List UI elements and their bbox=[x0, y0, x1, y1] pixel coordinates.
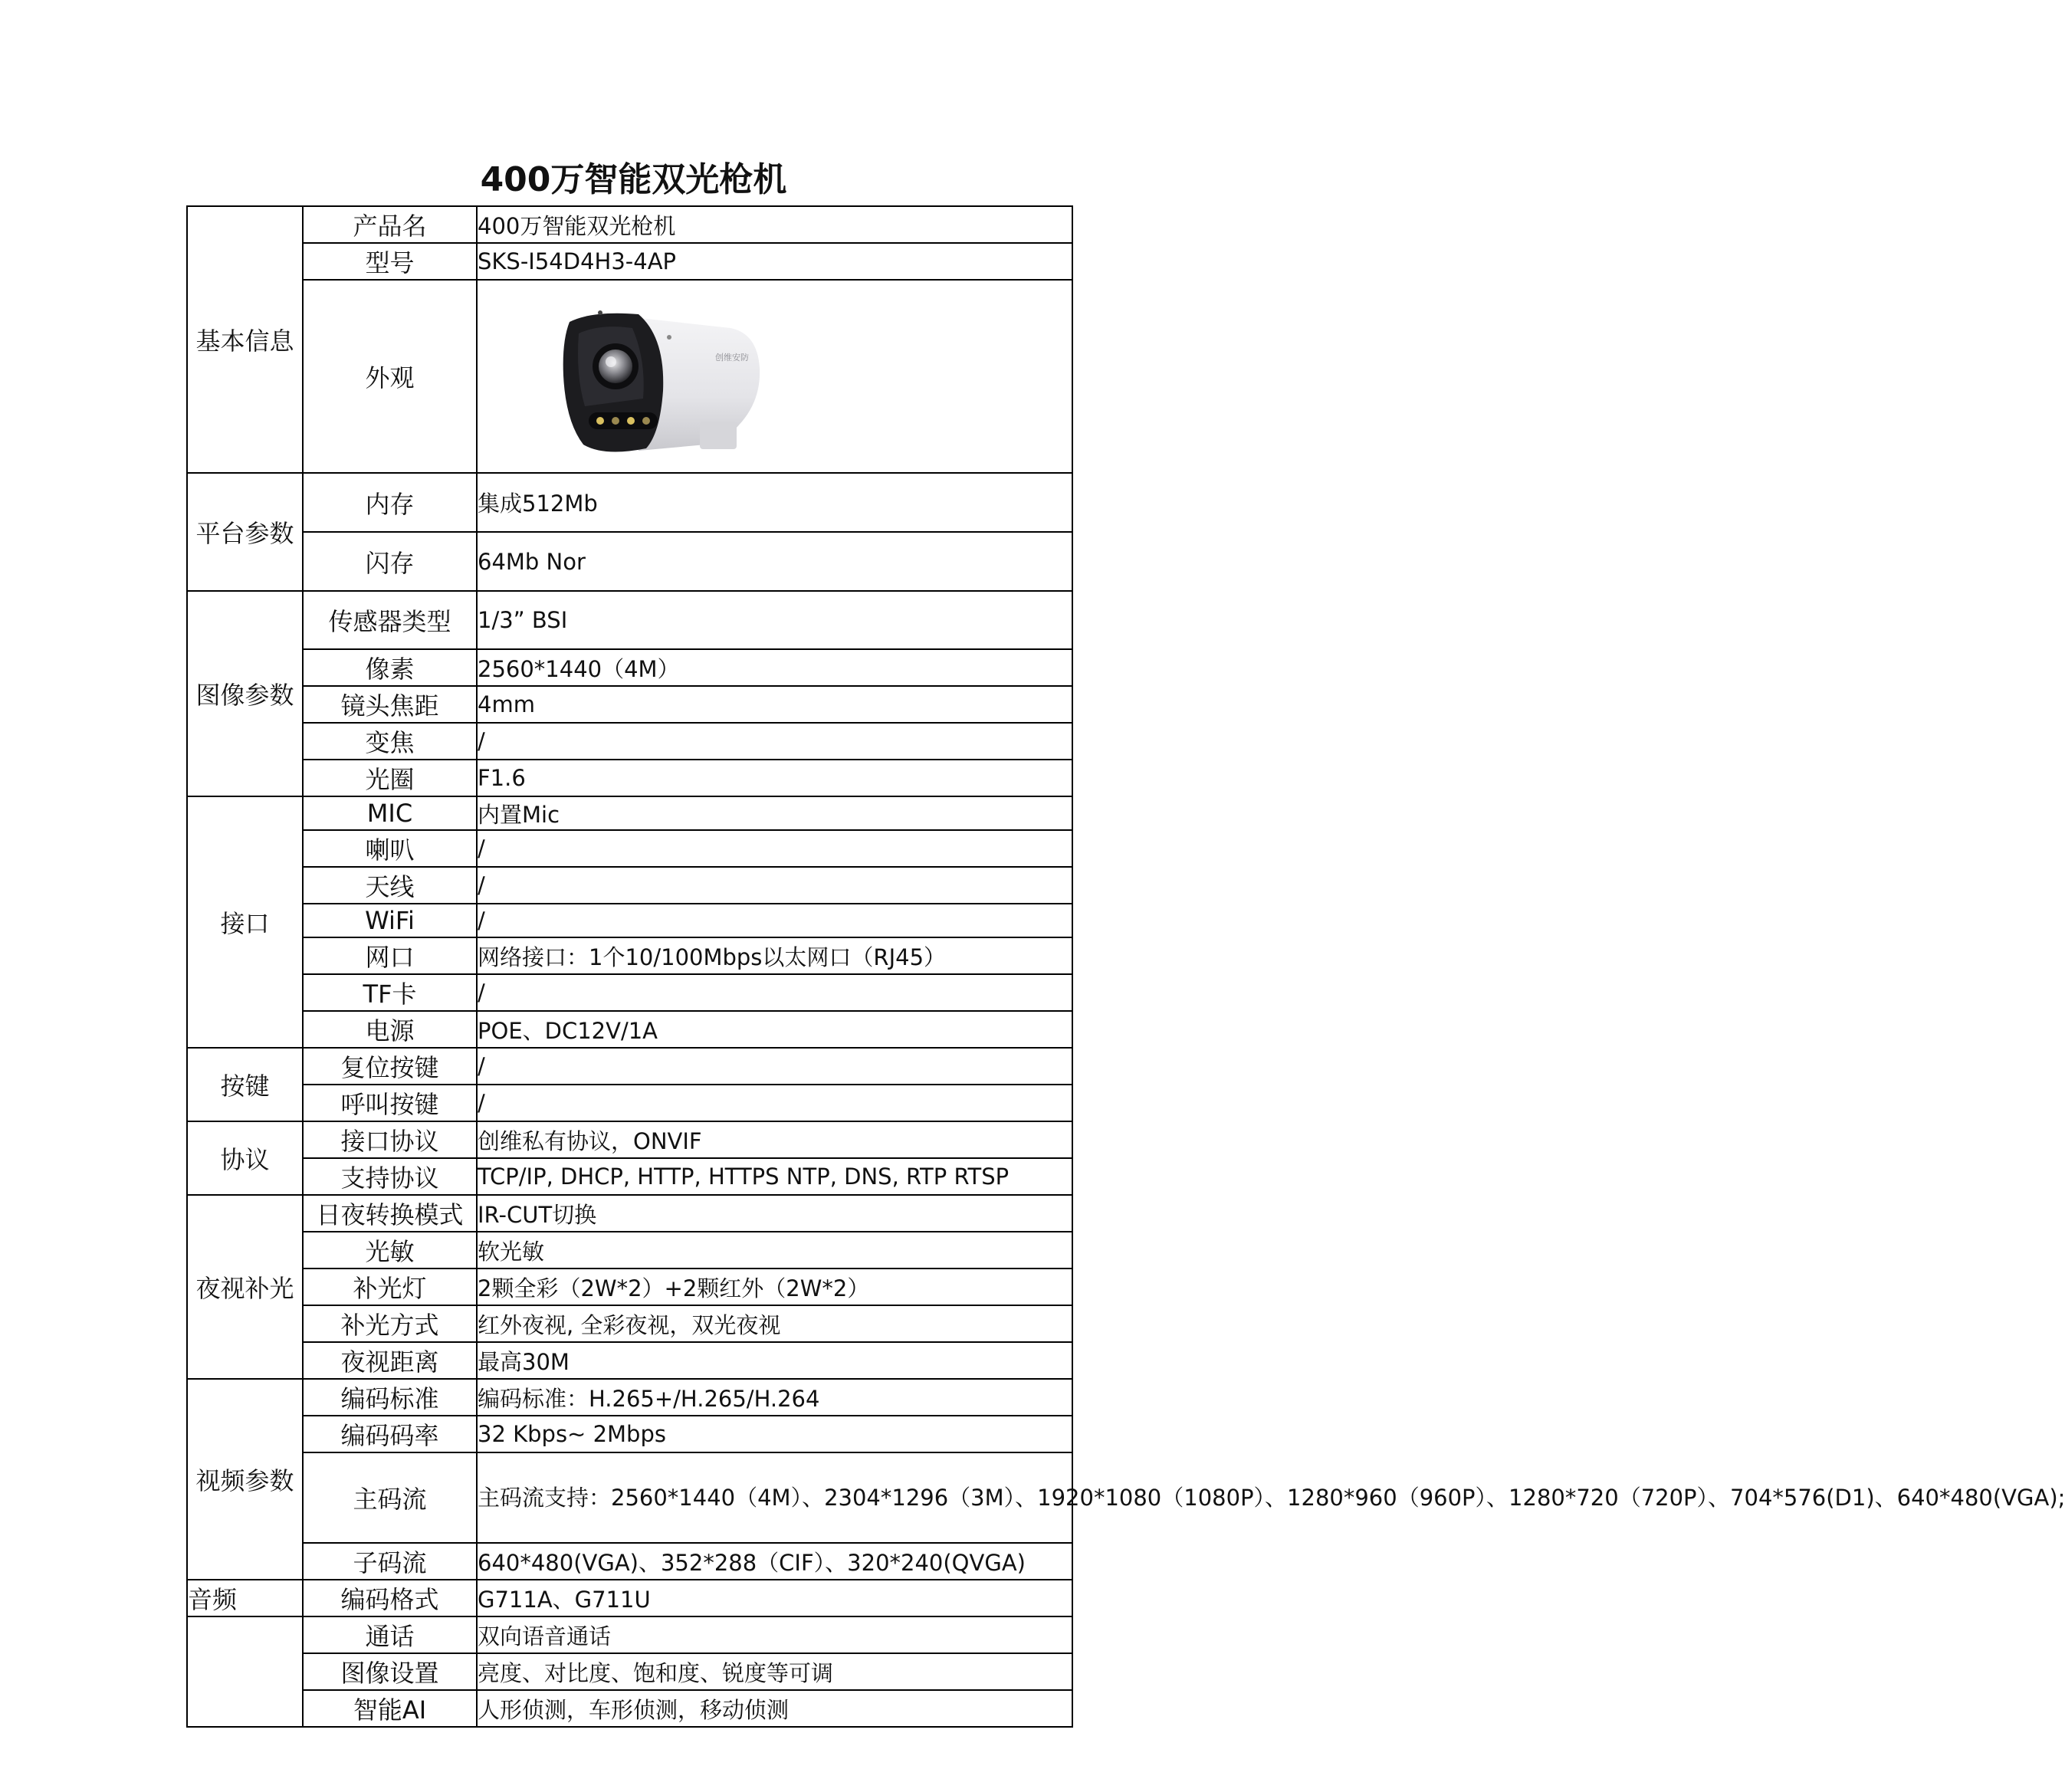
group-audio: 音频 bbox=[187, 1580, 303, 1616]
table-row bbox=[187, 1690, 1072, 1727]
row-key: WiFi bbox=[303, 904, 477, 937]
row-key: 天线 bbox=[303, 867, 477, 904]
row-key: 通话 bbox=[303, 1616, 477, 1653]
table-row bbox=[187, 1011, 1072, 1048]
appearance-cell bbox=[477, 280, 1072, 473]
table-row bbox=[187, 1452, 1072, 1543]
row-value: 软光敏 bbox=[477, 1232, 1072, 1269]
row-key: 主码流 bbox=[303, 1452, 477, 1543]
row-key: 编码格式 bbox=[303, 1580, 477, 1616]
table-row bbox=[187, 760, 1072, 796]
table-row bbox=[187, 1048, 1072, 1085]
row-key: 呼叫按键 bbox=[303, 1085, 477, 1121]
table-row bbox=[187, 473, 1072, 532]
table-row bbox=[187, 937, 1072, 974]
table-row bbox=[187, 686, 1072, 723]
row-key: 补光方式 bbox=[303, 1305, 477, 1342]
row-value: / bbox=[477, 974, 1072, 1011]
row-key: 编码标准 bbox=[303, 1379, 477, 1416]
table-row bbox=[187, 280, 1072, 473]
row-value: 网络接口：1个10/100Mbps以太网口（RJ45） bbox=[477, 937, 1072, 974]
row-key: 喇叭 bbox=[303, 830, 477, 867]
table-row bbox=[187, 1195, 1072, 1232]
table-row bbox=[187, 1342, 1072, 1379]
group-night: 夜视补光 bbox=[187, 1195, 303, 1379]
row-value: 创维私有协议，ONVIF bbox=[477, 1121, 1072, 1158]
row-value: 2560*1440（4M） bbox=[477, 649, 1072, 686]
row-value: F1.6 bbox=[477, 760, 1072, 796]
table-row bbox=[187, 1269, 1072, 1305]
row-key: 闪存 bbox=[303, 532, 477, 591]
row-value: / bbox=[477, 904, 1072, 937]
row-key: 外观 bbox=[303, 280, 477, 473]
row-value: 64Mb Nor bbox=[477, 532, 1072, 591]
row-key: 镜头焦距 bbox=[303, 686, 477, 723]
row-key: 型号 bbox=[303, 243, 477, 280]
row-value: / bbox=[477, 1085, 1072, 1121]
table-row bbox=[187, 867, 1072, 904]
spec-table bbox=[186, 205, 2065, 1728]
row-value: POE、DC12V/1A bbox=[477, 1011, 1072, 1048]
table-row bbox=[187, 591, 1072, 649]
row-key: MIC bbox=[303, 796, 477, 830]
row-value: / bbox=[477, 723, 1072, 760]
group-video: 视频参数 bbox=[187, 1379, 303, 1580]
row-value: / bbox=[477, 867, 1072, 904]
row-key: 内存 bbox=[303, 473, 477, 532]
camera-logo: 创维安防 bbox=[715, 353, 749, 363]
table-row bbox=[187, 1232, 1072, 1269]
table-row bbox=[187, 974, 1072, 1011]
row-key: 接口协议 bbox=[303, 1121, 477, 1158]
row-value: 1/3” BSI bbox=[477, 591, 1072, 649]
table-row bbox=[187, 1305, 1072, 1342]
row-value: 内置Mic bbox=[477, 796, 1072, 830]
row-value: / bbox=[477, 1048, 1072, 1085]
group-basic: 基本信息 bbox=[187, 206, 303, 473]
row-key: 补光灯 bbox=[303, 1269, 477, 1305]
row-key: 复位按键 bbox=[303, 1048, 477, 1085]
row-value: 集成512Mb bbox=[477, 473, 1072, 532]
table-row bbox=[187, 1416, 1072, 1452]
row-key: 网口 bbox=[303, 937, 477, 974]
group-protocol: 协议 bbox=[187, 1121, 303, 1195]
row-key: 支持协议 bbox=[303, 1158, 477, 1195]
row-key: 光敏 bbox=[303, 1232, 477, 1269]
row-value: 最高30M bbox=[477, 1342, 1072, 1379]
row-key: 电源 bbox=[303, 1011, 477, 1048]
row-key: 日夜转换模式 bbox=[303, 1195, 477, 1232]
table-row bbox=[187, 1580, 1072, 1616]
row-key: 智能AI bbox=[303, 1690, 477, 1727]
row-key: TF卡 bbox=[303, 974, 477, 1011]
row-value: 4mm bbox=[477, 686, 1072, 723]
table-row bbox=[187, 1616, 1072, 1653]
table-row bbox=[187, 1379, 1072, 1416]
table-row bbox=[187, 649, 1072, 686]
row-value: / bbox=[477, 830, 1072, 867]
row-key: 编码码率 bbox=[303, 1416, 477, 1452]
row-key: 夜视距离 bbox=[303, 1342, 477, 1379]
table-row bbox=[187, 1121, 1072, 1158]
table-row bbox=[187, 1085, 1072, 1121]
group-other bbox=[187, 1616, 303, 1727]
row-key: 子码流 bbox=[303, 1543, 477, 1580]
row-value: 红外夜视, 全彩夜视，双光夜视 bbox=[477, 1305, 1072, 1342]
row-value: G711A、G711U bbox=[477, 1580, 1072, 1616]
table-row bbox=[187, 532, 1072, 591]
row-value: IR-CUT切换 bbox=[477, 1195, 1072, 1232]
row-key: 变焦 bbox=[303, 723, 477, 760]
row-key: 光圈 bbox=[303, 760, 477, 796]
row-value: 双向语音通话 bbox=[477, 1616, 1072, 1653]
table-row bbox=[187, 904, 1072, 937]
camera-image bbox=[547, 307, 792, 460]
page-title: 400万智能双光枪机 bbox=[480, 160, 787, 199]
row-value: 人形侦测，车形侦测，移动侦测 bbox=[477, 1690, 1072, 1727]
group-buttons: 按键 bbox=[187, 1048, 303, 1121]
row-value: 主码流支持：2560*1440（4M）、2304*1296（3M）、1920*1080（1080P）、1280*960（960P）、1280*720（720P）、704*576(D1)、640*480(VGA); bbox=[477, 1452, 1072, 1543]
row-key: 图像设置 bbox=[303, 1653, 477, 1690]
row-value: SKS-I54D4H3-4AP bbox=[477, 243, 1072, 280]
table-row bbox=[187, 1653, 1072, 1690]
group-image: 图像参数 bbox=[187, 591, 303, 796]
row-value: 400万智能双光枪机 bbox=[477, 206, 1072, 243]
row-key: 传感器类型 bbox=[303, 591, 477, 649]
row-value: TCP/IP, DHCP, HTTP, HTTPS NTP, DNS, RTP RTSP bbox=[477, 1158, 1072, 1195]
row-value: 32 Kbps~ 2Mbps bbox=[477, 1416, 1072, 1452]
row-value: 编码标准：H.265+/H.265/H.264 bbox=[477, 1379, 1072, 1416]
row-value: 亮度、对比度、饱和度、锐度等可调 bbox=[477, 1653, 1072, 1690]
table-row bbox=[187, 830, 1072, 867]
row-key: 像素 bbox=[303, 649, 477, 686]
row-value: 2颗全彩（2W*2）+2颗红外（2W*2） bbox=[477, 1269, 1072, 1305]
group-interface: 接口 bbox=[187, 796, 303, 1048]
row-key: 产品名 bbox=[303, 206, 477, 243]
row-value: 640*480(VGA)、352*288（CIF）、320*240(QVGA) bbox=[477, 1543, 1072, 1580]
table-row bbox=[187, 243, 1072, 280]
table-row bbox=[187, 1158, 1072, 1195]
table-row bbox=[187, 723, 1072, 760]
group-platform: 平台参数 bbox=[187, 473, 303, 591]
table-row bbox=[187, 1543, 1072, 1580]
table-row bbox=[187, 796, 1072, 830]
table-row bbox=[187, 206, 1072, 243]
